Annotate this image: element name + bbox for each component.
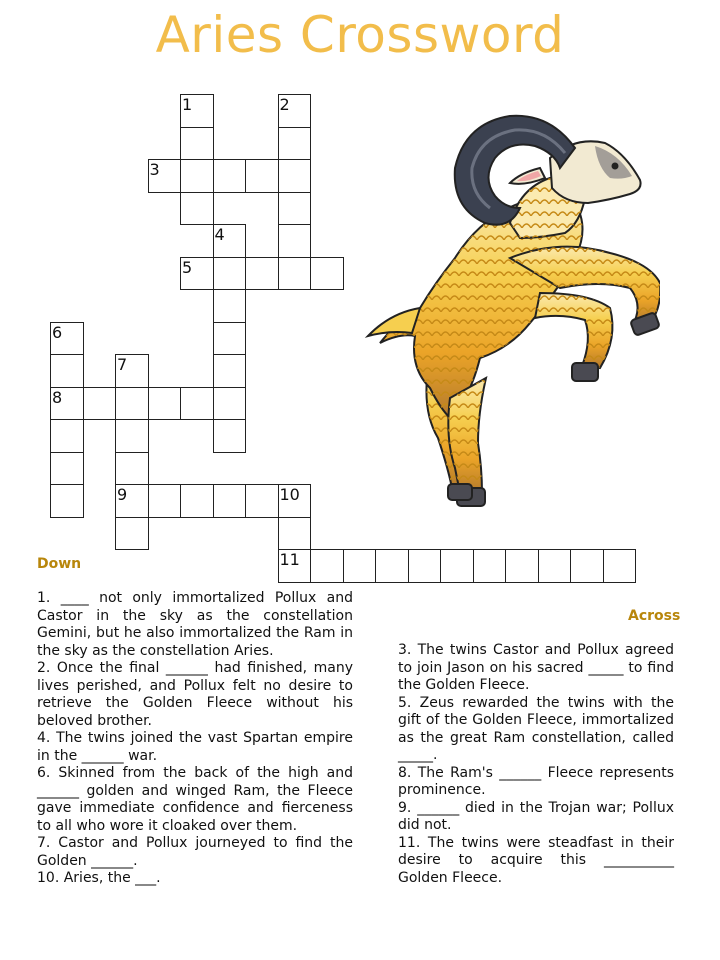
clue-number: 11 [279, 550, 300, 569]
crossword-cell[interactable] [115, 517, 149, 551]
clue-number: 5 [182, 257, 193, 277]
crossword-cell[interactable] [213, 289, 247, 323]
clue-number: 8 [52, 387, 63, 407]
crossword-cell[interactable] [50, 484, 84, 518]
crossword-cell[interactable] [148, 387, 182, 421]
crossword-cell[interactable] [213, 159, 247, 193]
crossword-cell[interactable] [310, 257, 344, 291]
crossword-cell[interactable] [180, 192, 214, 226]
crossword-cell[interactable] [278, 159, 312, 193]
crossword-cell[interactable] [213, 257, 247, 291]
crossword-cell[interactable] [180, 484, 214, 518]
down-clue: 4. The twins joined the vast Spartan empire in the ______ war. [37, 730, 353, 764]
crossword-cell[interactable] [213, 354, 247, 388]
crossword-cell[interactable] [83, 387, 117, 421]
crossword-cell[interactable] [148, 484, 182, 518]
crossword-cell[interactable] [213, 322, 247, 356]
crossword-cell[interactable] [50, 452, 84, 486]
across-clue: 3. The twins Castor and Pollux agreed to join Jason on his sacred _____ to find the Golden Fleece. [398, 642, 674, 693]
crossword-cell[interactable] [50, 354, 84, 388]
crossword-cell[interactable] [213, 419, 247, 453]
crossword-cell[interactable] [505, 549, 539, 583]
down-clue: 6. Skinned from the back of the high and ______ golden and winged Ram, the Fleece gave immediate confidence and fierceness to all who wore it cloaked over them. [37, 765, 353, 834]
crossword-cell[interactable] [245, 159, 279, 193]
across-clue: 11. The twins were steadfast in their desire to acquire this __________ Golden Fleece. [398, 834, 674, 886]
crossword-cell[interactable] [278, 127, 312, 161]
clue-number: 4 [214, 225, 225, 244]
crossword-cell[interactable] [408, 549, 442, 583]
down-clue: 10. Aries, the ___. [37, 870, 161, 886]
crossword-cell[interactable] [278, 224, 312, 258]
crossword-cell[interactable] [473, 549, 507, 583]
across-clues [398, 642, 674, 887]
crossword-cell[interactable] [213, 484, 247, 518]
crossword-cell[interactable] [115, 419, 149, 453]
clue-number: 3 [149, 160, 160, 179]
crossword-cell[interactable] [115, 452, 149, 486]
crossword-cell[interactable] [310, 549, 344, 583]
crossword-cell[interactable] [343, 549, 377, 583]
crossword-cell[interactable] [440, 549, 474, 583]
down-label: Down [37, 556, 82, 572]
crossword-cell[interactable] [245, 484, 279, 518]
across-clue: 8. The Ram's ______ Fleece represents prominence. [398, 764, 674, 798]
crossword-cell[interactable] [180, 159, 214, 193]
down-clue: 1. ____ not only immortalized Pollux and Castor in the sky as the constellation Gemini, but he also immortalized the Ram in the sky as the constellation Aries. [37, 590, 353, 659]
crossword-cell[interactable] [375, 549, 409, 583]
down-clue: 7. Castor and Pollux journeyed to find the Golden ______. [37, 835, 353, 869]
across-label: Across [628, 608, 681, 624]
crossword-cell[interactable] [278, 257, 312, 291]
crossword-cell[interactable] [245, 257, 279, 291]
clue-number: 10 [279, 485, 300, 504]
crossword-cell[interactable] [180, 387, 214, 421]
crossword-cell[interactable] [570, 549, 604, 583]
down-clues [37, 590, 353, 888]
crossword-cell[interactable] [278, 517, 312, 551]
crossword-cell[interactable] [213, 387, 247, 421]
crossword-cell[interactable] [115, 387, 149, 421]
across-clue: 5. Zeus rewarded the twins with the gift of the Golden Fleece, immortalized as the great Ram constellation, called _____. [398, 694, 674, 763]
crossword-cell[interactable] [538, 549, 572, 583]
page-title: Aries Crossword [155, 6, 565, 64]
clue-number: 6 [52, 322, 63, 342]
crossword-cell[interactable] [603, 549, 637, 583]
clue-number: 7 [117, 355, 128, 374]
clue-number: 1 [182, 95, 193, 114]
crossword-cell[interactable] [50, 419, 84, 453]
clue-number: 2 [279, 95, 290, 114]
ram-illustration [360, 108, 660, 518]
clue-number: 9 [117, 485, 128, 504]
across-clue: 9. ______ died in the Trojan war; Pollux did not. [398, 799, 674, 833]
down-clue: 2. Once the final ______ had finished, many lives perished, and Pollux felt no desire to retrieve the Golden Fleece without his beloved brother. [37, 660, 353, 729]
crossword-cell[interactable] [278, 192, 312, 226]
crossword-cell[interactable] [180, 127, 214, 161]
